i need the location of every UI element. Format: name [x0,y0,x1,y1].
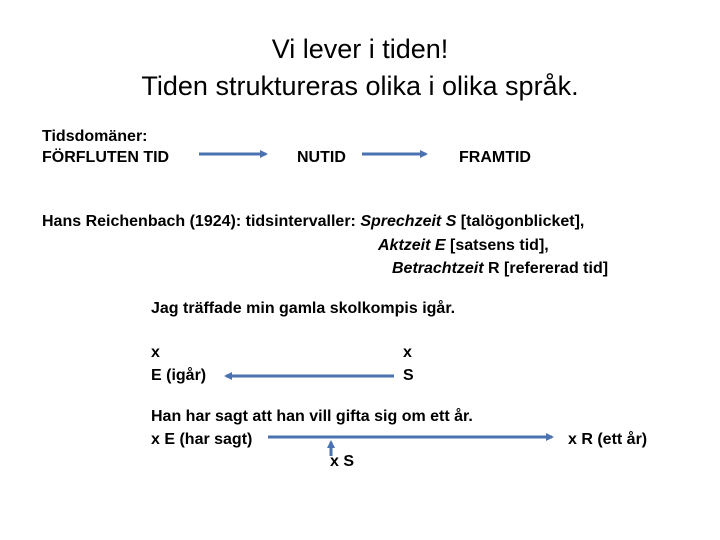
domain-present-label: NUTID [297,149,346,166]
aktzeit-gloss: [satsens tid], [445,237,549,254]
aktzeit-term: Aktzeit E [378,237,446,254]
example1-sentence: Jag träffade min gamla skolkompis igår. [151,300,456,317]
slide-title-line-2: Tiden struktureras olika i olika språk. [141,71,579,101]
domain-future-label: FRAMTID [459,149,531,166]
sprechzeit-gloss: [talögonblicket], [456,213,585,230]
example1-e-label: E (igår) [151,367,207,384]
domains-heading: Tidsdomäner: [42,128,148,145]
example1-x-right: x [403,344,412,361]
example1-x-left: x [151,344,160,361]
betrachtzeit-term: Betrachtzeit [392,260,484,277]
example2-r-label: x R (ett år) [568,431,648,448]
domain-past-label: FÖRFLUTEN TID [42,149,170,166]
slide-title-line-1: Vi lever i tiden! [271,34,449,64]
example2-sentence: Han har sagt att han vill gifta sig om ett år. [151,408,473,425]
betrachtzeit-gloss: R [refererad tid] [483,260,609,277]
sprechzeit-term: Sprechzeit S [360,213,457,230]
example2-e-label: x E (har sagt) [151,431,253,448]
reichenbach-intro: Hans Reichenbach (1924): tidsintervaller: [42,213,361,230]
example1-s-label: S [403,367,414,384]
example2-s-label: x S [330,453,355,470]
